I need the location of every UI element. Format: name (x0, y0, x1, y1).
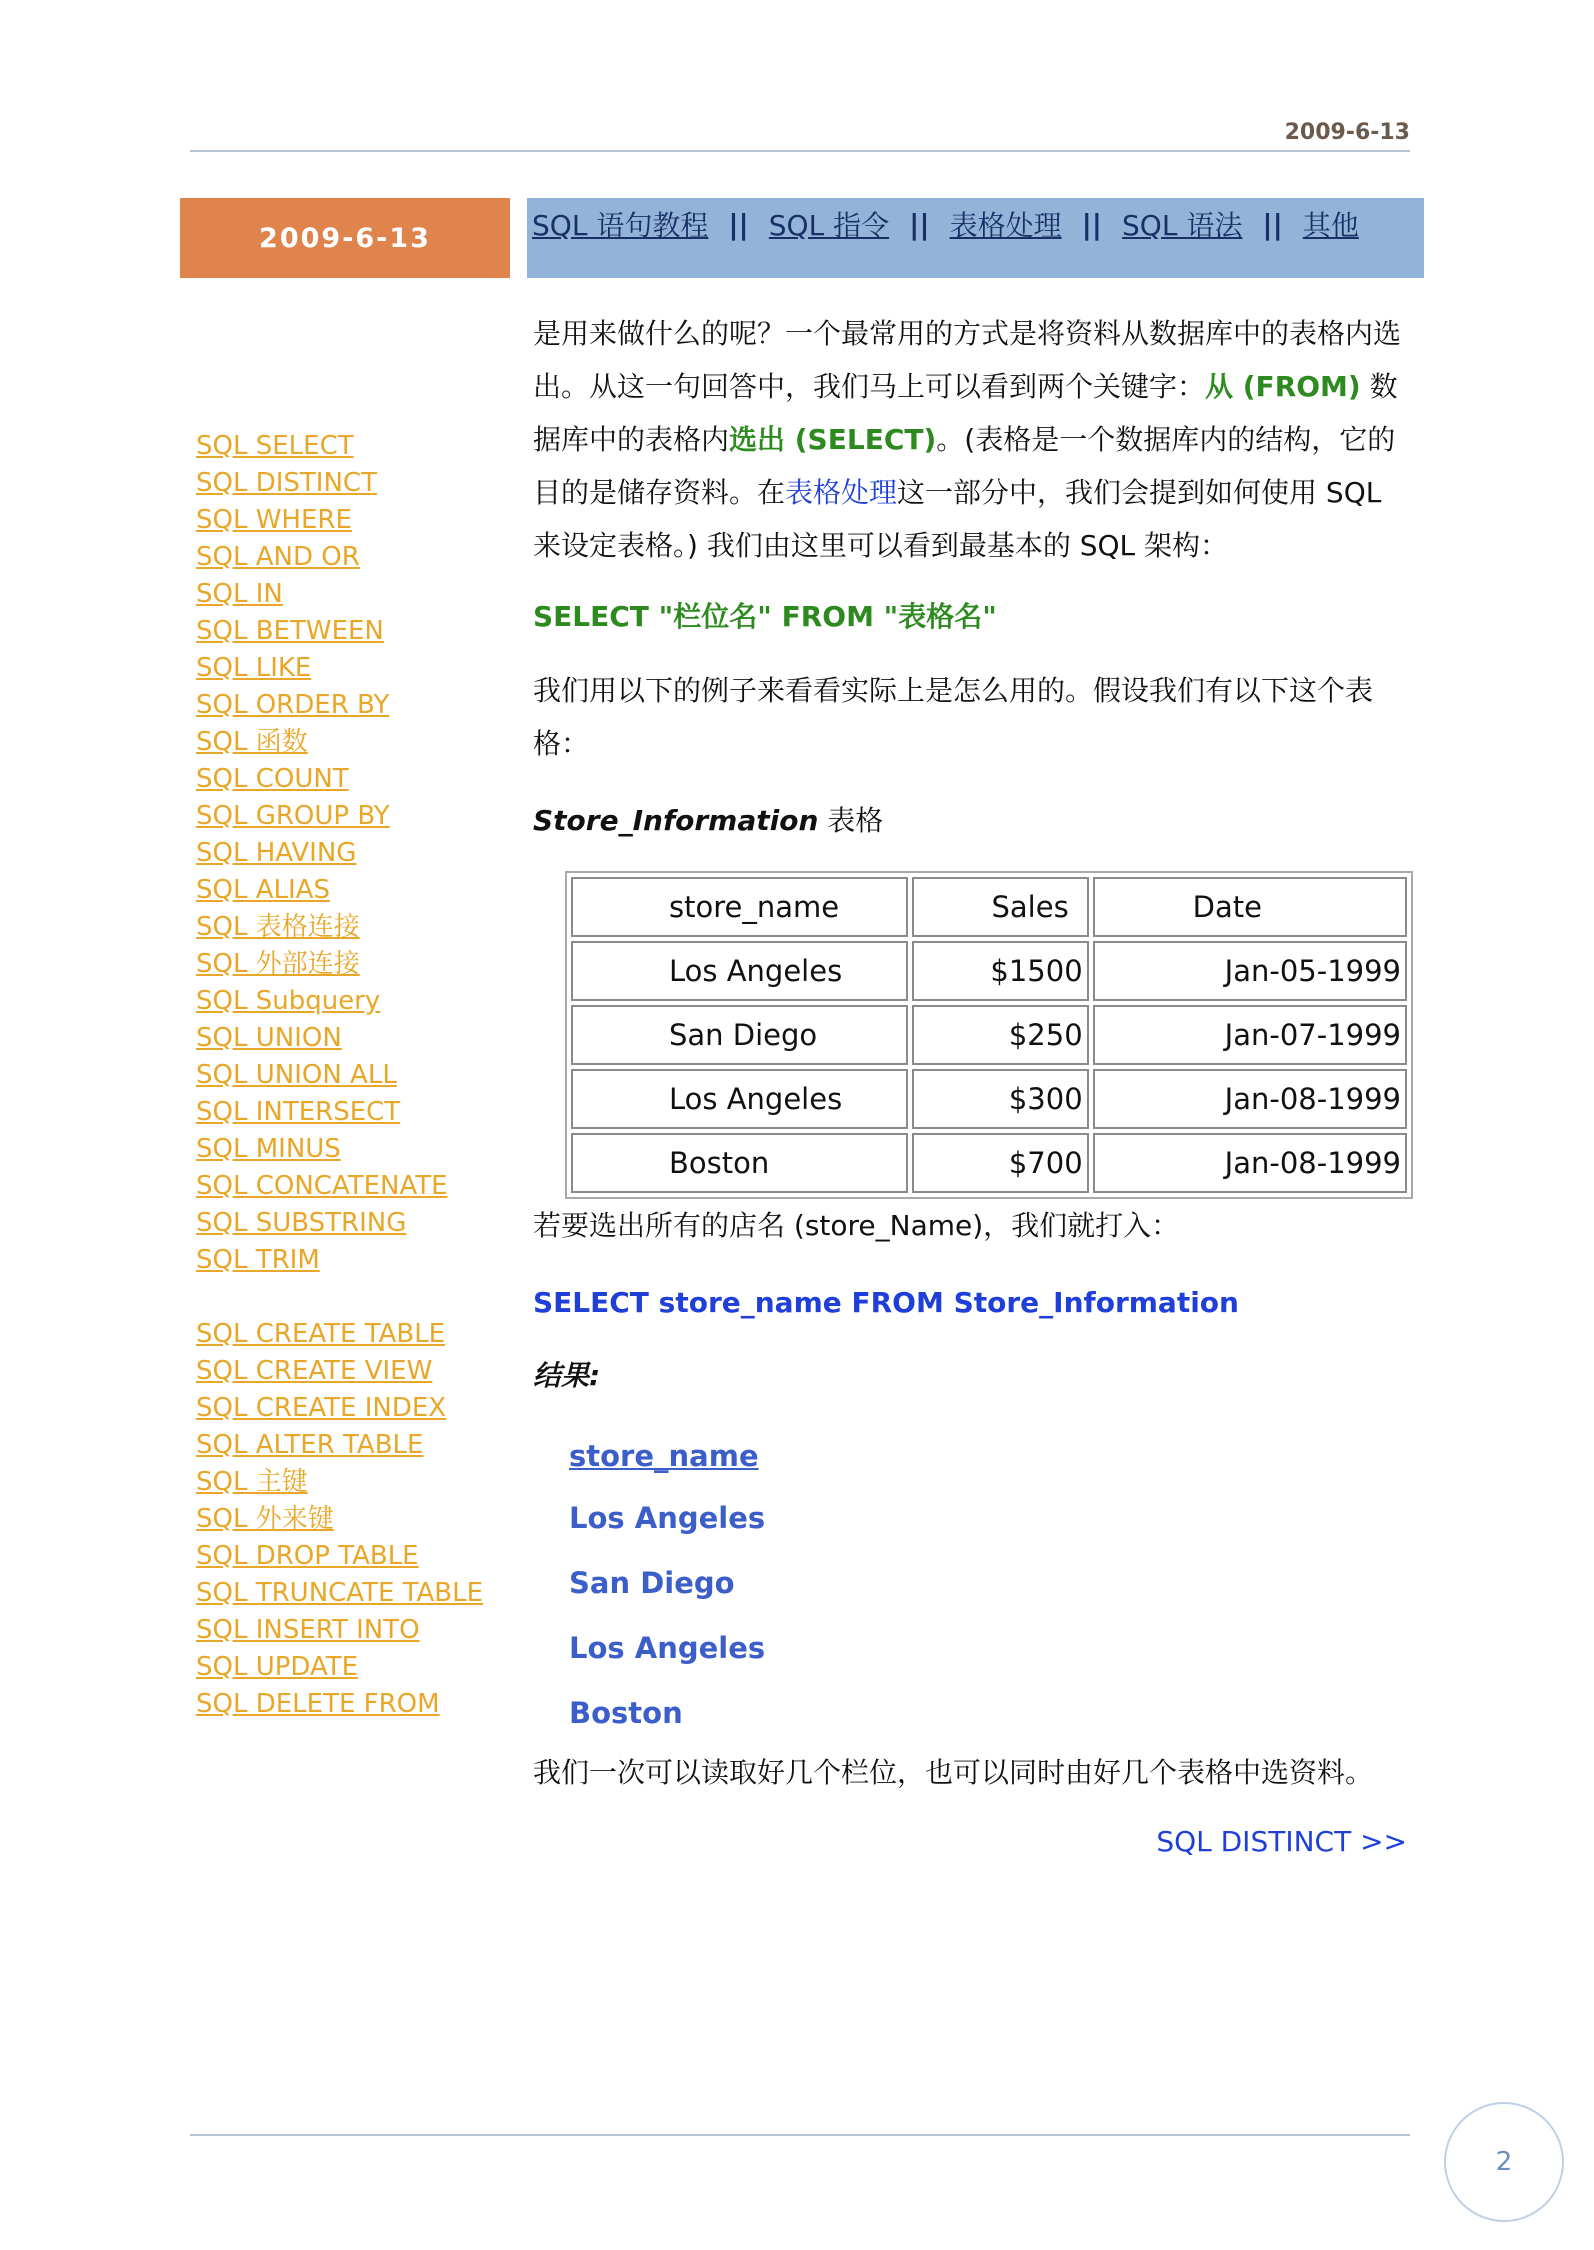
example-intro: 我们用以下的例子来看看实际上是怎么用的。假设我们有以下这个表格： (533, 674, 1374, 760)
header-rule (190, 150, 1410, 152)
sidebar-link[interactable]: SQL 外来键 (196, 1504, 334, 1534)
cell-date: Jan-08-1999 (1093, 1069, 1407, 1129)
sidebar-link[interactable]: SQL LIKE (196, 653, 312, 683)
intro-text: 这一部分中，我们会提到如何使用 SQL 来设定表格。) 我们由这里可以看到最基本的 SQL 架构： (533, 476, 1382, 562)
cell-date: Jan-08-1999 (1093, 1133, 1407, 1193)
select-all-text: 若要选出所有的店名 (store_Name)，我们就打入： (533, 1209, 1180, 1242)
sidebar-link[interactable]: SQL INTERSECT (196, 1097, 401, 1127)
next-sql-distinct-link[interactable]: SQL DISTINCT >> (1156, 1825, 1407, 1858)
table-caption (533, 794, 1413, 847)
sql-example: SELECT store_name FROM Store_Information (533, 1286, 1239, 1319)
result-header: store_name (569, 1439, 759, 1473)
intro-text: 数据库中的表格内 (533, 370, 1398, 456)
result-item: San Diego (569, 1566, 735, 1600)
sidebar-gap (196, 1279, 483, 1316)
store-information-table (565, 871, 1413, 1199)
closing-text: 我们一次可以读取好几个栏位，也可以同时由好几个表格中选资料。 (533, 1756, 1374, 1789)
header-store-name: store_name (571, 877, 908, 937)
sidebar-link[interactable]: SQL HAVING (196, 838, 357, 868)
sidebar-link[interactable]: SQL SUBSTRING (196, 1208, 407, 1238)
result-item: Los Angeles (569, 1501, 766, 1535)
sidebar-group-commands (196, 428, 483, 1279)
top-nav (532, 204, 1422, 244)
sidebar-group-table-handling (196, 1316, 483, 1723)
banner-date: 2009-6-13 (259, 222, 431, 254)
sidebar-link[interactable]: SQL INSERT INTO (196, 1615, 420, 1645)
cell-sales: $300 (912, 1069, 1088, 1129)
table-row (571, 941, 1407, 1001)
sidebar-link[interactable]: SQL DISTINCT (196, 468, 377, 498)
result-list (569, 1426, 1413, 1746)
page-number-badge (1444, 2102, 1564, 2222)
keyword-select: 选出 (SELECT) (729, 423, 937, 456)
nav-separator: || (1081, 207, 1103, 241)
cell-sales: $1500 (912, 941, 1088, 1001)
nav-link-table-handling[interactable]: 表格处理 (949, 209, 1062, 242)
sidebar-link[interactable]: SQL TRIM (196, 1245, 320, 1275)
header-sales: Sales (912, 877, 1088, 937)
intro-paragraph (533, 307, 1413, 572)
main-content (533, 307, 1413, 1858)
sql-basic-syntax: SELECT "栏位名" FROM "表格名" (533, 600, 997, 633)
sidebar-link[interactable]: SQL UNION ALL (196, 1060, 397, 1090)
cell-date: Jan-07-1999 (1093, 1005, 1407, 1065)
nav-link-syntax[interactable]: SQL 语法 (1122, 209, 1243, 242)
sidebar-link[interactable]: SQL CREATE VIEW (196, 1356, 433, 1386)
header-date: Date (1093, 877, 1407, 937)
sidebar-link[interactable]: SQL 外部连接 (196, 949, 360, 979)
sidebar-link[interactable]: SQL CREATE TABLE (196, 1319, 446, 1349)
table-row (571, 1133, 1407, 1193)
cell-store-name: Los Angeles (571, 1069, 908, 1129)
nav-separator: || (728, 207, 749, 241)
next-link-wrap (533, 1825, 1413, 1858)
nav-separator: || (909, 207, 930, 241)
sidebar-link[interactable]: SQL UNION (196, 1023, 342, 1053)
sidebar-link[interactable]: SQL CREATE INDEX (196, 1393, 447, 1423)
sidebar-link[interactable]: SQL ALTER TABLE (196, 1430, 424, 1460)
nav-separator: || (1262, 207, 1283, 241)
cell-date: Jan-05-1999 (1093, 941, 1407, 1001)
table-caption-suffix: 表格 (818, 804, 884, 837)
table-row (571, 1069, 1407, 1129)
sidebar-link[interactable]: SQL SELECT (196, 431, 354, 461)
sidebar-link[interactable]: SQL 主键 (196, 1467, 308, 1497)
sidebar-link[interactable]: SQL MINUS (196, 1134, 341, 1164)
sidebar-nav (196, 428, 483, 1723)
sidebar-link[interactable]: SQL AND OR (196, 542, 360, 572)
table-header-row (571, 877, 1407, 937)
nav-link-commands[interactable]: SQL 指令 (768, 209, 890, 242)
sidebar-link[interactable]: SQL IN (196, 579, 283, 609)
sidebar-link[interactable]: SQL ALIAS (196, 875, 330, 905)
sidebar-link[interactable]: SQL TRUNCATE TABLE (196, 1578, 484, 1608)
cell-store-name: Los Angeles (571, 941, 908, 1001)
intro-text: 是用来做什么的呢？一个最常用的方式是将资料从数据库中的表格内选出。从这一句回答中，我们马上可以看到两个关键字： (533, 317, 1402, 403)
result-label: 结果: (533, 1359, 601, 1392)
sidebar-link[interactable]: SQL GROUP BY (196, 801, 390, 831)
cell-sales: $700 (912, 1133, 1088, 1193)
cell-store-name: San Diego (571, 1005, 908, 1065)
sidebar-link[interactable]: SQL WHERE (196, 505, 352, 535)
sidebar-link[interactable]: SQL DROP TABLE (196, 1541, 419, 1571)
sidebar-link[interactable]: SQL BETWEEN (196, 616, 384, 646)
sidebar-link[interactable]: SQL 函数 (196, 727, 308, 757)
intro-text: 。(表格是一个数据库内的结构，它的目的是储存资料。在 (533, 423, 1396, 509)
sidebar-link[interactable]: SQL CONCATENATE (196, 1171, 448, 1201)
footer-rule (190, 2134, 1410, 2136)
result-item: Los Angeles (569, 1631, 766, 1665)
sidebar-link[interactable]: SQL COUNT (196, 764, 349, 794)
sidebar-link[interactable]: SQL DELETE FROM (196, 1689, 440, 1719)
table-name: Store_Information (533, 804, 819, 837)
sidebar-link[interactable]: SQL UPDATE (196, 1652, 359, 1682)
sidebar-link[interactable]: SQL 表格连接 (196, 912, 360, 942)
cell-store-name: Boston (571, 1133, 908, 1193)
cell-sales: $250 (912, 1005, 1088, 1065)
page-number: 2 (1495, 2147, 1513, 2177)
sidebar-link[interactable]: SQL Subquery (196, 986, 381, 1016)
nav-link-tutorial[interactable]: SQL 语句教程 (532, 209, 709, 242)
keyword-from: 从 (FROM) (1205, 370, 1361, 403)
header-date: 2009-6-13 (1284, 120, 1410, 145)
banner-date-box (180, 198, 510, 278)
table-handling-link[interactable]: 表格处理 (785, 476, 898, 509)
sidebar-link[interactable]: SQL ORDER BY (196, 690, 390, 720)
nav-link-other[interactable]: 其他 (1302, 209, 1359, 242)
table-row (571, 1005, 1407, 1065)
result-item: Boston (569, 1696, 683, 1730)
